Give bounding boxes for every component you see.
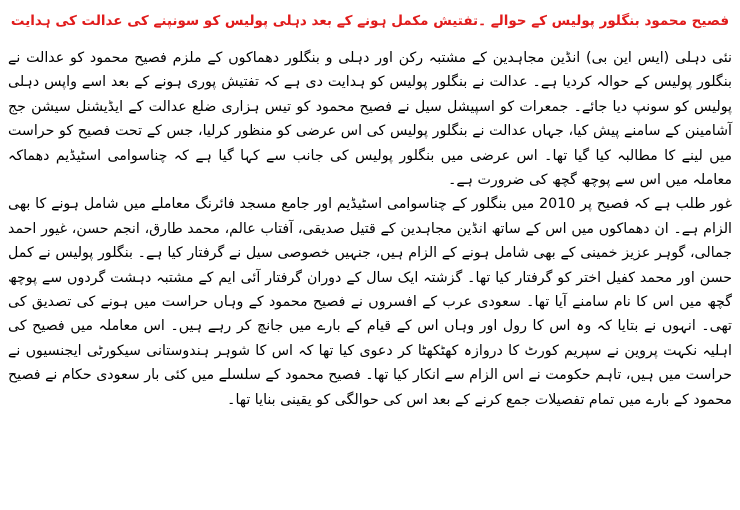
- article-headline: فصیح محمود بنگلور پولیس کے حوالے ۔تفتیش مکمل ہونے کے بعد دہلی پولیس کو سونپنے کی عدالت کی ہدایت: [10, 13, 730, 29]
- article-paragraph-2: غور طلب ہے کہ فصیح پر 2010 میں بنگلور کے چناسوامی اسٹیڈیم اور جامع مسجد فائرنگ معاملے میں شامل ہونے کا بھی الزام ہے۔ ان دھماکوں میں اس کے ساتھ انڈین مجاہدین کے قتیل صدیقی، آفتاب عالم، محمد طارق، انجم حسن، غیور احمد جمالی، گوہر عزیز خمینی کے بھی شامل ہونے کے الزام ہیں، جنہیں خصوصی سیل نے گرفتار کیا ہے۔ بنگلور پولیس نے کمل حسن اور محمد کفیل اختر کو گرفتار کیا تھا۔ گزشتہ ایک سال کے دوران گرفتار آئی ایم کے مشتبہ دہشت گردوں سے پوچھ گچھ میں اس کا نام سامنے آیا تھا۔ سعودی عرب کے افسروں نے فصیح محمود کے وہاں حراست میں ہونے کی تصدیق کی تھی۔ انہوں نے بتایا کہ وہ اس کا رول اور وہاں اس کے قیام کے بارے میں جانچ کر رہے ہیں۔ اس معاملہ میں فصیح کی اہلیہ نکہت پروین نے سپریم کورٹ کا دروازہ کھٹکھٹا کر دعوی کیا تھا کہ اس کا شوہر ہندوستانی سیکورٹی ایجنسیوں نے حراست میں ہیں، تاہم حکومت نے اس الزام سے انکار کیا تھا۔ فصیح محمود کے سلسلے میں کئی بار سعودی حکام نے فصیح محمود کے بارے میں تمام تفصیلات جمع کرنے کے بعد اس کی حوالگی کو یقینی بنایا تھا۔: [8, 196, 732, 408]
- article-paragraph-1: نئی دہلی (ایس این بی) انڈین مجاہدین کے مشتبہ رکن اور دہلی و بنگلور دھماکوں کے ملزم فصیح محمود کو عدالت نے بنگلور پولیس کے حوالہ کردیا ہے۔ عدالت نے بنگلور پولیس کو ہدایت دی ہے کہ تفتیش پوری ہونے کے بعد اسے واپس دہلی پولیس کو سونپ دیا جائے۔ جمعرات کو اسپیشل سیل نے فصیح محمود کو تیس ہزاری ضلع عدالت کے ایڈیشنل سیشن جج آشامینن کے سامنے پیش کیا، جہاں عدالت نے بنگلور پولیس کی اس عرضی کو منظور کرلیا، جس کے تحت فصیح کو حراست میں لینے کا مطالبہ کیا گیا تھا۔ اس عرضی میں بنگلور پولیس کی جانب سے کہا گیا ہے کہ چناسوامی اسٹیڈیم دھماکہ معاملہ میں اس سے پوچھ گچھ کی ضرورت ہے۔: [8, 50, 732, 189]
